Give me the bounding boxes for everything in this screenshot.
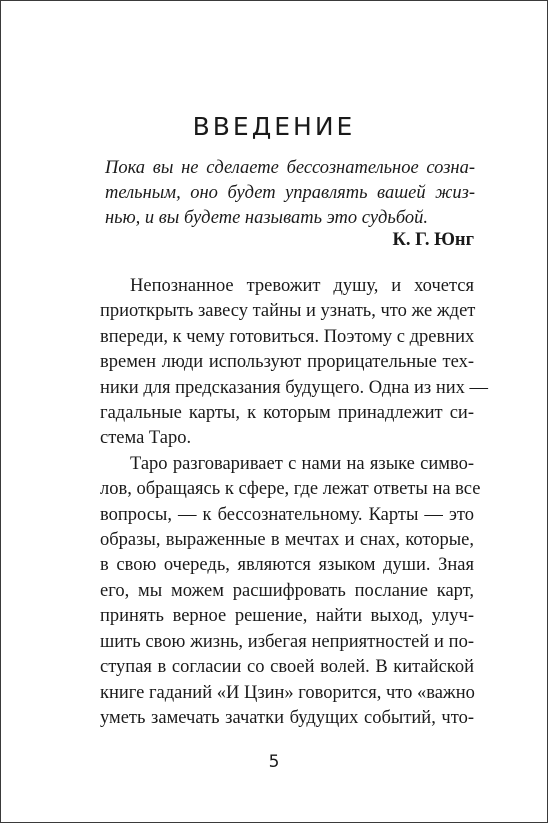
body-line: книге гаданий «И Цзин» говорится, что «важно: [100, 682, 475, 703]
body-line: Таро разговаривает с нами на языке симво-: [130, 453, 474, 474]
epigraph-author: К. Г. Юнг: [392, 230, 474, 250]
chapter-title: ВВЕДЕНИЕ: [192, 111, 356, 141]
body-line: ники для предсказания будущего. Одна из них —: [100, 377, 489, 398]
body-line: шить свою жизнь, избегая неприятностей и по-: [100, 631, 474, 652]
page-number: 5: [268, 752, 280, 772]
body-line: приоткрыть завесу тайны и узнать, что же ждет: [100, 301, 476, 322]
body-line: принять верное решение, найти выход, улуч-: [100, 606, 474, 627]
body-line: ступая в согласии со своей волей. В китайской: [100, 657, 474, 678]
body-line: образы, выраженные в мечтах и снах, которые,: [100, 530, 474, 551]
body-line: его, мы можем расшифровать послание карт,: [100, 580, 474, 601]
body-text: [100, 274, 489, 731]
epigraph-line: тельным, оно будет управлять вашей жиз-: [105, 183, 475, 203]
epigraph-line: Пока вы не сделаете бессознательное созна-: [105, 158, 475, 178]
body-line: в свою очередь, являются языком души. Зная: [100, 555, 474, 576]
body-line: стема Таро.: [100, 428, 192, 449]
body-line: вопросы, — к бессознательному. Карты — это: [100, 504, 474, 525]
epigraph: [105, 156, 475, 231]
body-line: уметь замечать зачатки будущих событий, что-: [100, 707, 474, 728]
body-line: лов, обращаясь к сфере, где лежат ответы на все: [100, 479, 481, 500]
body-line: Непознанное тревожит душу, и хочется: [130, 276, 474, 296]
body-line: впереди, к чему готовиться. Поэтому с древних: [100, 326, 475, 347]
body-line: времен люди используют прорицательные тех-: [100, 352, 474, 373]
body-line: гадальные карты, к которым принадлежит си-: [100, 403, 474, 424]
epigraph-line: нью, и вы будете называть это судьбой.: [105, 208, 429, 228]
